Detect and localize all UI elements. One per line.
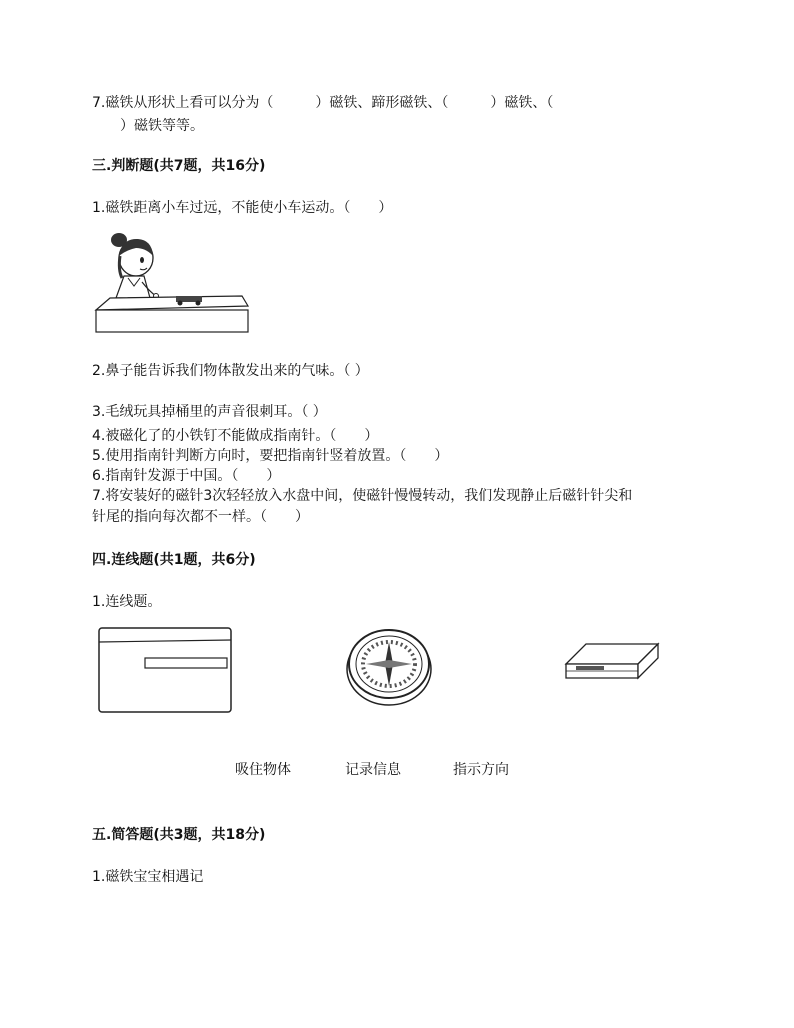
judgment-question-7-line-1: 7.将安装好的磁针3次轻轻放入水盘中间，使磁针慢慢转动，我们发现静止后磁针针尖和: [92, 488, 633, 504]
girl-desk-car-illustration: [92, 226, 252, 338]
magnetic-card-image: [97, 626, 233, 714]
match-option-record-info: 记录信息: [345, 762, 401, 778]
pencil-box-image: [562, 640, 660, 686]
judgment-question-2: 2.鼻子能告诉我们物体散发出来的气味。（ ）: [92, 363, 369, 379]
section-3-heading: 三.判断题(共7题，共16分): [92, 158, 266, 174]
matching-question-1: 1.连线题。: [92, 594, 162, 610]
fill-in-question-7-line-1: 7.磁铁从形状上看可以分为（ ）磁铁、蹄形磁铁、（ ）磁铁、（: [92, 95, 554, 111]
judgment-question-5: 5.使用指南针判断方向时，要把指南针竖着放置。（ ）: [92, 448, 449, 464]
fill-in-question-7-line-2: ）磁铁等等。: [92, 118, 204, 134]
judgment-question-1: 1.磁铁距离小车过远，不能使小车运动。（ ）: [92, 200, 393, 216]
judgment-question-7-line-2: 针尾的指向每次都不一样。（ ）: [92, 509, 309, 525]
match-option-indicate-direction: 指示方向: [453, 762, 509, 778]
section-4-heading: 四.连线题(共1题，共6分): [92, 552, 256, 568]
judgment-question-4: 4.被磁化了的小铁钉不能做成指南针。（ ）: [92, 428, 379, 444]
compass-image: [344, 622, 434, 708]
match-option-hold-objects: 吸住物体: [235, 762, 291, 778]
judgment-question-3: 3.毛绒玩具掉桶里的声音很刺耳。（ ）: [92, 404, 327, 420]
judgment-question-6: 6.指南针发源于中国。（ ）: [92, 468, 281, 484]
short-answer-question-1: 1.磁铁宝宝相遇记: [92, 869, 204, 885]
section-5-heading: 五.简答题(共3题，共18分): [92, 827, 266, 843]
